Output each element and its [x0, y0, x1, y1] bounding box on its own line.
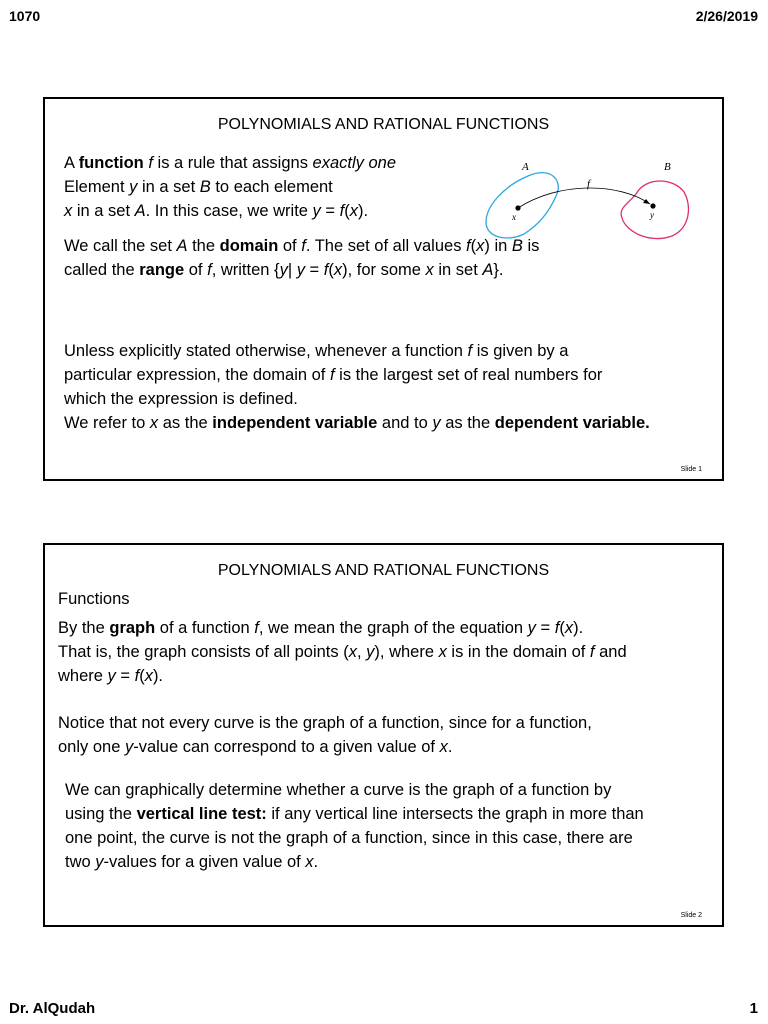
page-header-date: 2/26/2019 — [695, 8, 758, 24]
slide-1 — [43, 97, 724, 481]
page-header-course: 1070 — [9, 8, 41, 24]
function-definition: A function f is a rule that assigns exactly one Element y in a set B to each element x in a set A. In this case, we write y = f(x). — [64, 154, 396, 220]
function-arrow-label: f — [587, 178, 591, 190]
vertical-line-test-text: We can graphically determine whether a curve is the graph of a function by using the vertical line test: if any vertical line intersects the graph in more than one point, the curve is not the graph of a function, since in this case, there are two y-values for a given value of x. — [65, 781, 644, 871]
slide-2-number: Slide 2 — [680, 912, 702, 919]
function-mapping-diagram — [478, 154, 693, 244]
page-footer-author: Dr. AlQudah — [9, 1000, 96, 1017]
point-x — [515, 205, 520, 210]
slide-2-subtitle: Functions — [58, 590, 130, 608]
page-footer-number: 1 — [749, 1000, 758, 1017]
graph-definition-text: By the graph of a function f, we mean the graph of the equation y = f(x). That is, the graph consists of all points (x, y), where x is in the domain of f and where y = f(x). — [58, 619, 627, 685]
point-x-label: x — [512, 212, 516, 222]
slide-2-title: POLYNOMIALS AND RATIONAL FUNCTIONS — [217, 562, 550, 579]
curve-notice-text: Notice that not every curve is the graph of a function, since for a function, only one y-value can correspond to a given value of x. — [58, 714, 592, 756]
set-b-blob — [621, 181, 688, 239]
set-b-label: B — [664, 161, 671, 173]
domain-range-text: We call the set A the domain of f. The set of all values f(x) in B is called the range of f, written {y| y = f(x), for some x in set A}. — [64, 237, 540, 279]
slide-1-title: POLYNOMIALS AND RATIONAL FUNCTIONS — [217, 116, 550, 133]
slide-2 — [43, 543, 724, 927]
point-y — [650, 203, 655, 208]
point-y-label: y — [650, 210, 654, 220]
mapping-arrow — [518, 188, 650, 208]
domain-convention-text: Unless explicitly stated otherwise, whenever a function f is given by a particular expression, the domain of f is the largest set of real numbers for which the expression is defined. We refer to x as the independent variable and to y as the dependent variable. — [64, 342, 650, 432]
set-a-label: A — [522, 161, 529, 173]
slide-1-number: Slide 1 — [680, 466, 702, 473]
mapping-arrowhead — [643, 199, 650, 204]
